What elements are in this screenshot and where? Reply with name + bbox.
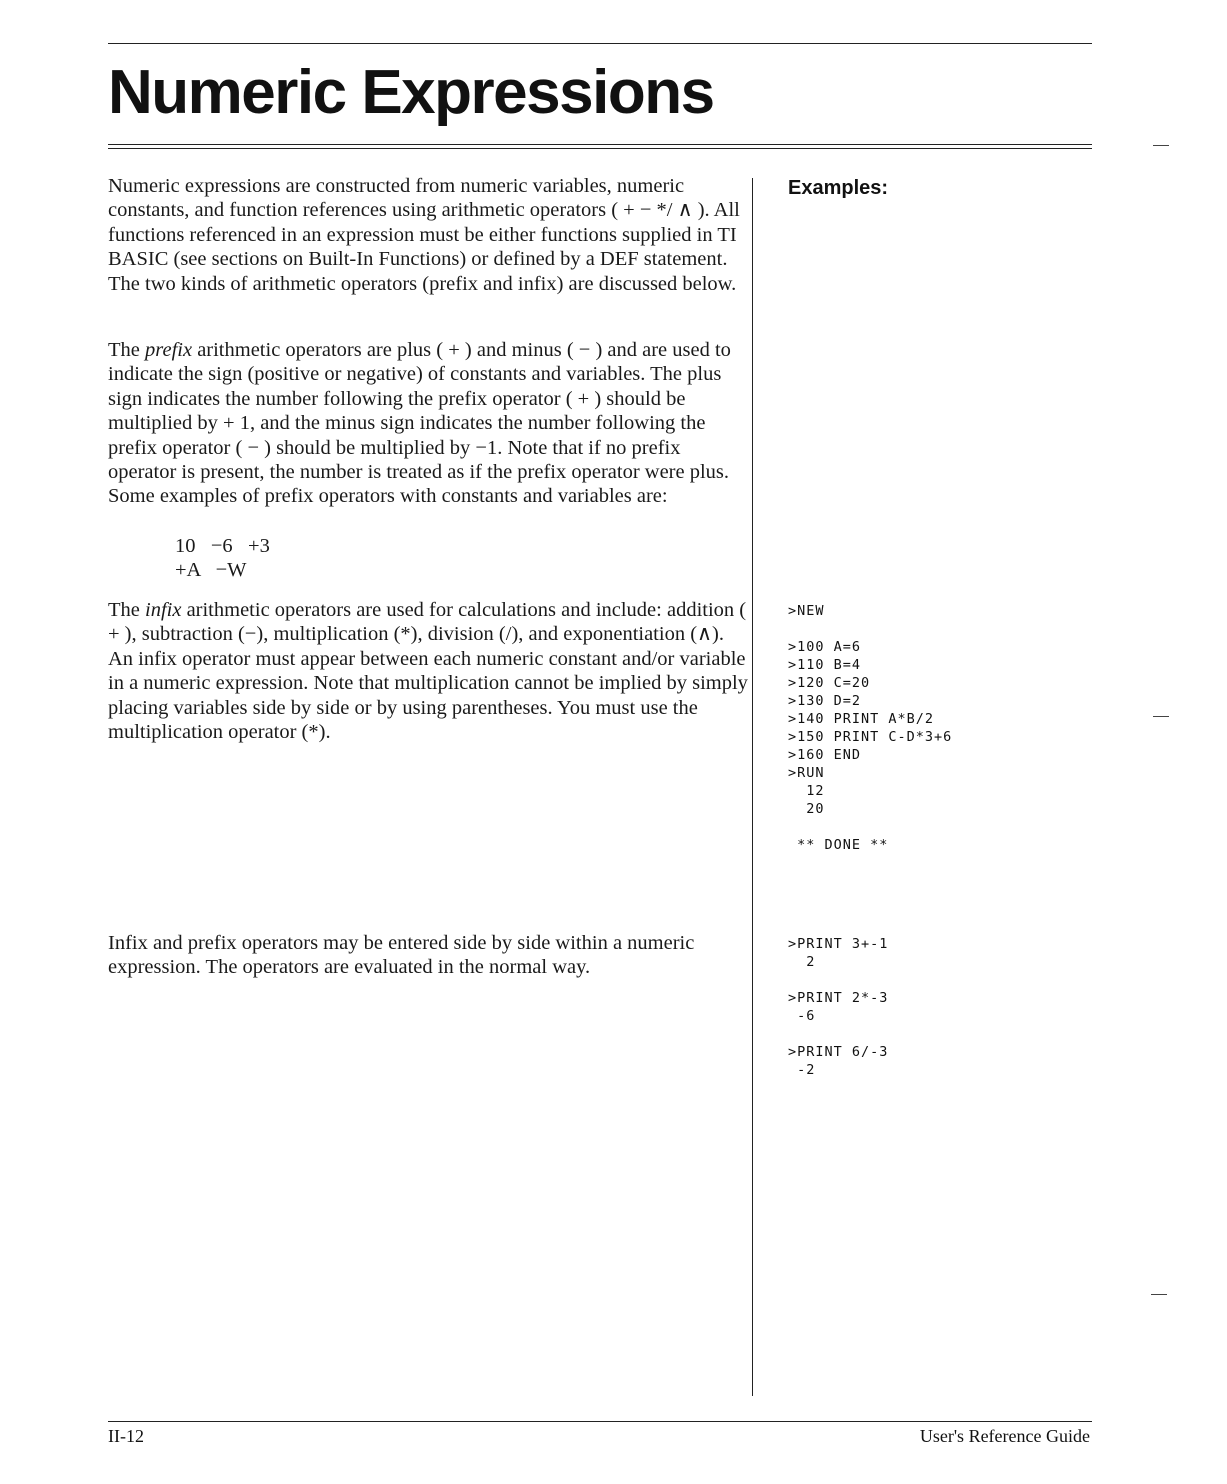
- margin-tick: [1153, 716, 1169, 717]
- page-title: Numeric Expressions: [108, 58, 714, 127]
- prefix-text-start: The: [108, 339, 145, 361]
- program-example: [788, 602, 952, 854]
- sample-line: 10 −6 +3: [175, 535, 270, 557]
- code-line: >100 A=6: [788, 639, 862, 655]
- title-double-rule: [108, 144, 1092, 149]
- code-line: -2: [788, 1062, 816, 1078]
- code-line: -6: [788, 1008, 816, 1024]
- code-line: >140 PRINT A*B/2: [788, 711, 935, 727]
- intro-paragraph: Numeric expressions are constructed from numeric variables, numeric constants, and function references using arithmetic operators ( + − */ ∧ ). All functions referenced in an expression must be either functions supplied in TI BASIC (see sections on Built-In Functions) or defined by a DEF statement. The two kinds of arithmetic operators (prefix and infix) are discussed below.: [108, 175, 740, 295]
- code-line: 2: [788, 954, 816, 970]
- code-line: >150 PRINT C-D*3+6: [788, 729, 953, 745]
- code-line: >PRINT 6/-3: [788, 1044, 889, 1060]
- prefix-text-body: arithmetic operators are plus ( + ) and minus ( − ) and are used to indicate the sign (positive or negative) of constants and variables. The plus sign indicates the number following the prefix operator ( + ) should be multiplied by + 1, and the minus sign indicates the number following the prefix operator ( − ) should be multiplied by −1. Note that if no prefix operator is present, the number is treated as if the prefix operator were plus. Some examples of prefix operators with constants and variables are:: [108, 339, 731, 508]
- code-line: [788, 818, 952, 836]
- mixed-operators-paragraph: Infix and prefix operators may be entered side by side within a numeric expression. The operators are evaluated in the normal way.: [108, 932, 695, 979]
- code-line: >160 END: [788, 747, 862, 763]
- margin-tick: [1153, 145, 1169, 146]
- prefix-paragraph: [108, 338, 748, 509]
- code-line: >120 C=20: [788, 675, 871, 691]
- infix-term: infix: [145, 599, 182, 621]
- infix-text-start: The: [108, 599, 145, 621]
- mixed-operators-example: [788, 935, 888, 1079]
- infix-paragraph: [108, 598, 748, 744]
- prefix-samples: [175, 534, 270, 583]
- code-line: 20: [788, 801, 825, 817]
- margin-tick: [1151, 1294, 1167, 1295]
- prefix-term: prefix: [145, 339, 193, 361]
- sample-line: +A −W: [175, 559, 247, 582]
- code-line: >PRINT 3+-1: [788, 936, 889, 952]
- code-line: >NEW: [788, 603, 825, 619]
- examples-heading: Examples:: [788, 177, 889, 199]
- code-line: >130 D=2: [788, 693, 862, 709]
- code-line: >PRINT 2*-3: [788, 990, 889, 1006]
- book-title: User's Reference Guide: [919, 1426, 1090, 1446]
- code-line: 12: [788, 783, 825, 799]
- code-line: [788, 971, 888, 989]
- page-number: II-12: [108, 1426, 144, 1446]
- footer-rule: [108, 1421, 1092, 1422]
- infix-text-body: arithmetic operators are used for calculations and include: addition ( + ), subtraction (−), multiplication (*), division (/), and exponentiation (∧). An infix operator must appear between each numeric constant and/or variable in a numeric expression. Note that multiplication cannot be implied by simply placing variables side by side or by using parentheses. You must use the multiplication operator (*).: [108, 599, 748, 744]
- code-line: >RUN: [788, 765, 825, 781]
- code-line: >110 B=4: [788, 657, 862, 673]
- code-line: [788, 620, 952, 638]
- code-line: [788, 1025, 888, 1043]
- column-divider: [752, 178, 753, 1396]
- top-rule: [108, 43, 1092, 44]
- code-line: ** DONE **: [788, 837, 889, 853]
